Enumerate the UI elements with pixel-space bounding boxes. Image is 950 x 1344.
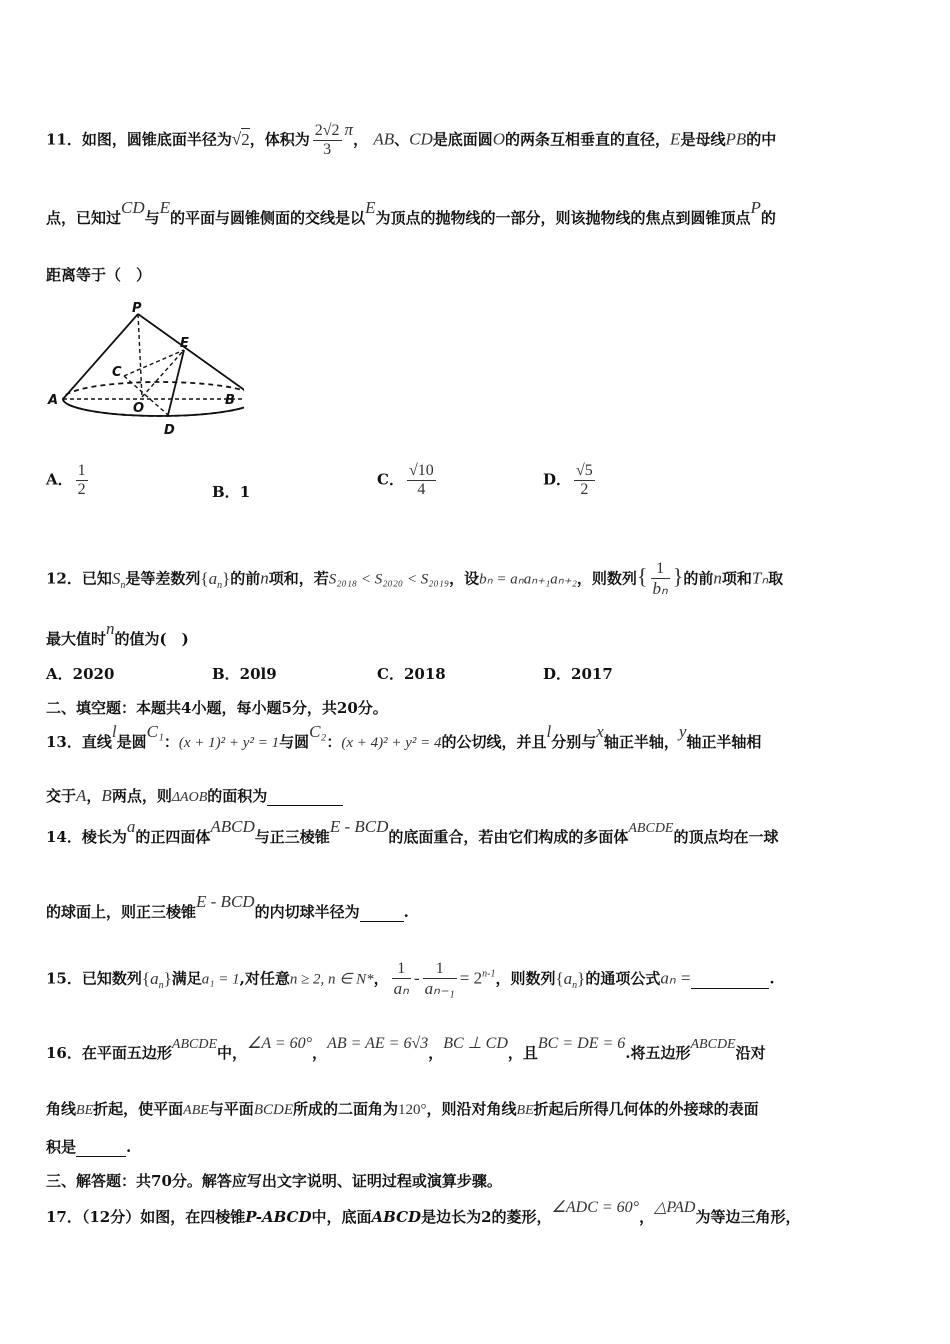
q11-line-1: 11．如图，圆锥底面半径为√2，体积为 $\frac{2√2}{3}$ π， AB、CD是底面圆O的两条互相垂直的直径，E是母线PB的中: [46, 119, 777, 158]
q15-line-1: 15．已知数列$\{a_n\}$满足a₁ = 1,对任意n ≥ 2, n ∈ N*， $\frac{1}{\text{aₙ}}$ - $\frac{1}{\text{aₙ₋₁}}$ = $2^{n-1}$，则数列$\{a_n\}$的通项公式aₙ = .: [46, 960, 775, 998]
q11-line-3: 距离等于（ ）: [46, 266, 152, 284]
q13-answer-blank[interactable]: [267, 787, 343, 806]
q17-line-1: 17．（12分）如图，在四棱锥P-ABCD中，底面ABCD是边长为2的菱形，∠ADC = 60°，△PAD为等边三角形，: [46, 1199, 801, 1226]
q16-line-3: 积是 .: [46, 1138, 132, 1156]
q16-line-1: 16．在平面五边形ABCDE中，∠A = 60°，AB = AE = 6√3，BC ⊥ CD，且BC = DE = 6.将五边形ABCDE沿对: [46, 1035, 766, 1062]
label-C: C: [112, 365, 122, 380]
q12-number: 12．: [46, 569, 82, 588]
label-B: B: [225, 393, 235, 408]
q13-line-1: 13．直线l是圆C₁：(x + 1)² + y² = 1与圆C₂：(x + 4)² + y² = 4的公切线，并且l分别与x轴正半轴，y轴正半轴相: [46, 722, 762, 751]
generatrix-pa: [63, 314, 138, 399]
label-A: A: [48, 393, 59, 408]
q14-line-1: 14．棱长为a的正四面体ABCD与正三棱锥E - BCD的底面重合，若由它们构成的多面体ABCDE的顶点均在一球: [46, 817, 779, 846]
volume-fraction: $\frac{2√2}{3}$: [314, 122, 340, 158]
q13-line-2: 交于A，B两点，则ΔAOB的面积为: [46, 785, 343, 806]
q16-number: 16．: [46, 1044, 82, 1062]
q12-option-a[interactable]: A．2020: [46, 665, 115, 683]
q17-number: 17．: [46, 1208, 82, 1226]
q12-option-d[interactable]: D．2017: [543, 665, 613, 683]
q11-line-2: 点，已知过CD与E的平面与圆锥侧面的交线是以E为顶点的抛物线的一部分，则该抛物线的焦点到圆锥顶点P的: [46, 198, 776, 227]
q15-answer-blank[interactable]: [691, 970, 769, 989]
label-D: D: [164, 423, 175, 438]
label-P: P: [132, 302, 142, 316]
q16-answer-blank[interactable]: [76, 1138, 126, 1157]
line-ce: [124, 350, 184, 376]
q12-line-1: 12．已知$S_n$是等差数列$\{a_n\}$的前n项和，若S₂₀₁₈ < S₂₀₂₀ < S₂₀₁₉，设bₙ = aₙaₙ₊₁aₙ₊₂，则数列{ $\frac{1}{\text{bₙ}}$ }的前n项和Tₙ取: [46, 560, 784, 598]
q16-line-2: 角线BE折起，使平面ABE与平面BCDE所成的二面角为120°，则沿对角线BE折起后所得几何体的外接球的表面: [46, 1100, 759, 1118]
q11-option-b[interactable]: B．1: [212, 483, 251, 501]
q12-line-2: 最大值时n的值为( ): [46, 619, 189, 648]
q14-number: 14．: [46, 828, 82, 846]
q14-line-2: 的球面上，则正三棱锥E - BCD的内切球半径为 .: [46, 892, 409, 921]
cone-height: [138, 314, 142, 397]
label-E: E: [180, 336, 189, 351]
q13-number: 13．: [46, 733, 82, 751]
q11-option-d[interactable]: D． $\frac{√5}{2}$: [543, 462, 593, 498]
q11-number: 11．: [46, 130, 82, 149]
label-O: O: [133, 401, 145, 416]
section-fill-in-header: 二、填空题：本题共4小题，每小题5分，共20分。: [46, 699, 388, 717]
q12-option-b[interactable]: B．20l9: [212, 665, 277, 683]
q14-answer-blank[interactable]: [360, 903, 404, 922]
q15-number: 15．: [46, 969, 82, 988]
q11-option-a[interactable]: A． $\frac{1}{2}$: [46, 462, 86, 498]
cone-figure: [44, 302, 244, 442]
section-solution-header: 三、解答题：共70分。解答应写出文字说明、证明过程或演算步骤。: [46, 1172, 502, 1190]
q11-option-c[interactable]: C． $\frac{√10}{4}$: [377, 462, 434, 498]
q12-option-c[interactable]: C．2018: [377, 665, 446, 683]
base-front-arc: [63, 399, 244, 416]
